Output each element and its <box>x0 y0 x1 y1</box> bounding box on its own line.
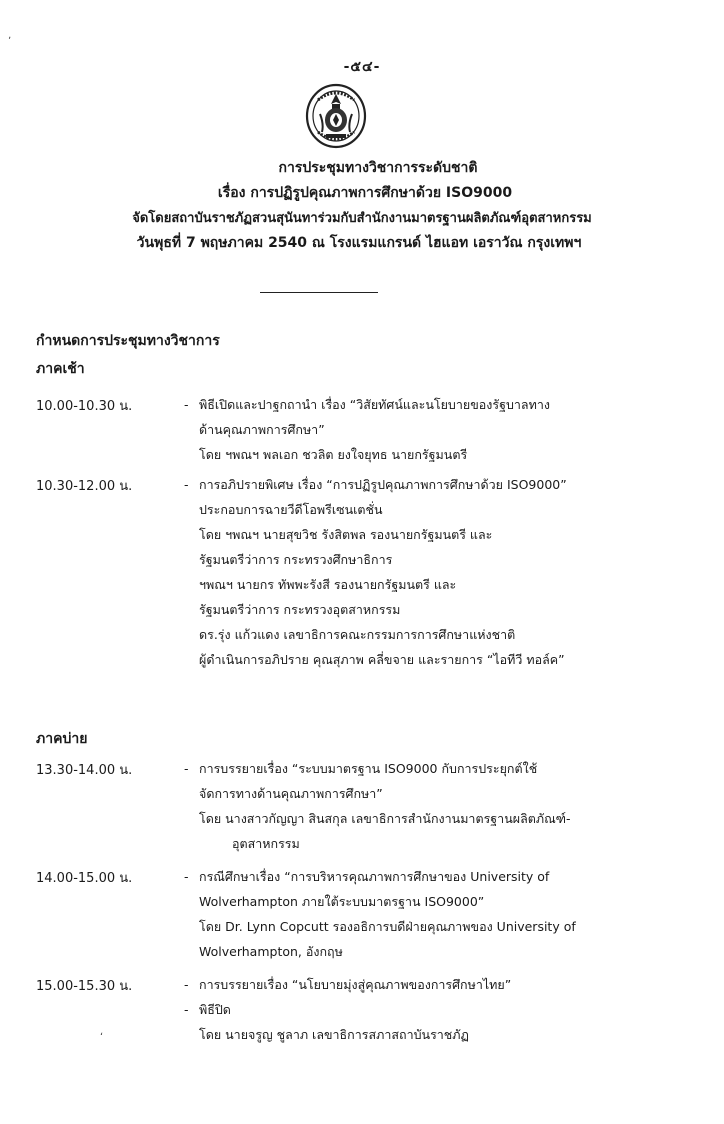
schedule-line: อุตสาหกรรม <box>232 836 300 851</box>
schedule-line: รัฐมนตรีว่าการ กระทรวงอุตสาหกรรม <box>199 602 401 617</box>
schedule-line: โดย Dr. Lynn Copcutt รองอธิการบดีฝ่ายคุณภาพของ University of <box>199 919 576 934</box>
schedule-line: ประกอบการฉายวีดีโอพรีเซนเตชั่น <box>199 502 383 517</box>
schedule-line: - กรณีศึกษาเรื่อง “การบริหารคุณภาพการศึกษาของ University of <box>184 869 550 884</box>
conference-title: การประชุมทางวิชาการระดับชาติ <box>278 160 478 176</box>
morning-section-title: ภาคเช้า <box>36 361 85 377</box>
schedule-line: โดย นางสาวกัญญา สินสกุล เลขาธิการสำนักงานมาตรฐานผลิตภัณฑ์- <box>199 811 571 826</box>
schedule-line: ดร.รุ่ง แก้วแดง เลขาธิการคณะกรรมการการศึกษาแห่งชาติ <box>199 627 516 642</box>
schedule-line: ผู้ดำเนินการอภิปราย คุณสุภาพ คลี่ขจาย และรายการ “ไอทีวี ทอล์ค” <box>199 652 565 667</box>
schedule-line: ฯพณฯ นายกร ทัพพะรังสี รองนายกรัฐมนตรี และ <box>199 577 457 592</box>
schedule-line: - การบรรยายเรื่อง “นโยบายมุ่งสู่คุณภาพของการศึกษาไทย” <box>184 977 512 992</box>
afternoon-section-title: ภาคบ่าย <box>36 731 88 747</box>
schedule-line: โดย ฯพณฯ พลเอก ชวลิต ยงใจยุทธ นายกรัฐมนตรี <box>199 447 468 462</box>
page-number: -๕๔- <box>343 59 381 75</box>
schedule-line: - พิธีเปิดและปาฐกถานำ เรื่อง “วิสัยทัศน์และนโยบายของรัฐบาลทาง <box>184 397 550 412</box>
schedule-line: โดย นายจรูญ ชูลาภ เลขาธิการสภาสถาบันราชภัฏ <box>199 1027 469 1042</box>
schedule-time: 13.30-14.00 น. <box>36 763 133 778</box>
schedule-time: 14.00-15.00 น. <box>36 871 133 886</box>
conference-organizer: จัดโดยสถาบันราชภัฏสวนสุนันทาร่วมกับสำนักงานมาตรฐานผลิตภัณฑ์อุตสาหกรรม <box>132 211 592 226</box>
schedule-line: ด้านคุณภาพการศึกษา” <box>199 422 325 437</box>
schedule-line: - การบรรยายเรื่อง “ระบบมาตรฐาน ISO9000 กับการประยุกต์ใช้ <box>184 761 538 776</box>
schedule-details <box>184 864 704 964</box>
schedule-time: 10.00-10.30 น. <box>36 399 133 414</box>
schedule-details <box>184 392 704 467</box>
conference-date-venue: วันพุธที่ 7 พฤษภาคม 2540 ณ โรงแรมแกรนด์ ไฮแอท เอราวัณ กรุงเทพฯ <box>136 235 582 251</box>
conference-subject: เรื่อง การปฏิรูปคุณภาพการศึกษาด้วย ISO9000 <box>217 185 513 201</box>
schedule-line: รัฐมนตรีว่าการ กระทรวงศึกษาธิการ <box>199 552 393 567</box>
scan-speck: ʻ <box>100 1032 104 1043</box>
schedule-details <box>184 972 704 1047</box>
schedule-line: - พิธีปิด <box>184 1002 231 1017</box>
conference-header <box>0 156 724 256</box>
university-seal-icon <box>304 80 368 150</box>
schedule-time: 15.00-15.30 น. <box>36 979 133 994</box>
schedule-line: Wolverhampton, อังกฤษ <box>199 944 343 959</box>
scan-speck: ʼ <box>8 36 12 47</box>
schedule-line: จัดการทางด้านคุณภาพการศึกษา” <box>199 786 383 801</box>
agenda-title: กำหนดการประชุมทางวิชาการ <box>36 333 220 349</box>
schedule-line: - การอภิปรายพิเศษ เรื่อง “การปฏิรูปคุณภาพการศึกษาด้วย ISO9000” <box>184 477 567 492</box>
schedule-details <box>184 756 704 856</box>
schedule-details <box>184 472 704 672</box>
header-divider <box>260 292 378 293</box>
schedule-time: 10.30-12.00 น. <box>36 479 133 494</box>
schedule-line: Wolverhampton ภายใต้ระบบมาตรฐาน ISO9000” <box>199 894 485 909</box>
schedule-line: โดย ฯพณฯ นายสุขวิช รังสิตพล รองนายกรัฐมนตรี และ <box>199 527 493 542</box>
